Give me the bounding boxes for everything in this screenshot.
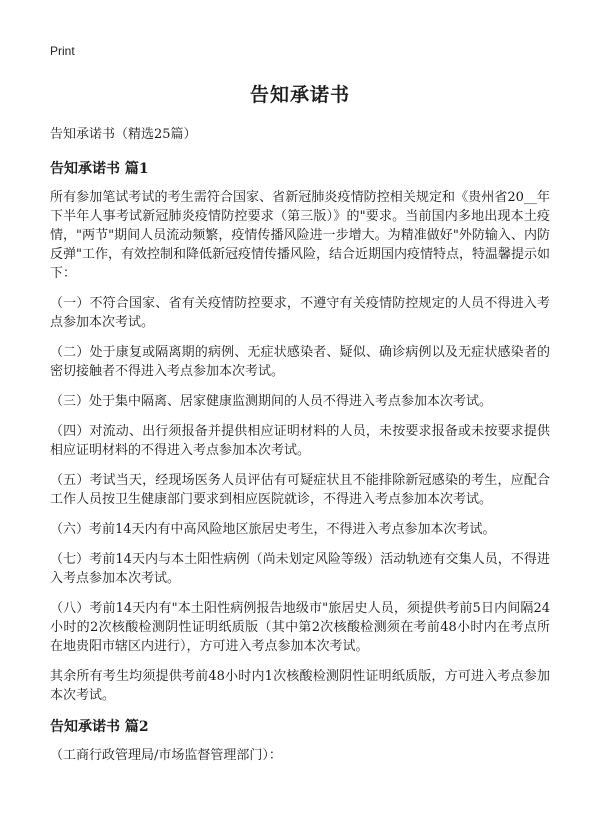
paragraph-item-7: （七）考前14天内与本土阳性病例（尚未划定风险等级）活动轨迹有交集人员，不得进入考点参加本次考试。 (50, 552, 550, 586)
section-2 (50, 716, 550, 765)
paragraph-item-2: （二）处于康复或隔离期的病例、无症状感染者、疑似、确诊病例以及无症状感染者的密切接触者不得进入考点参加本次考试。 (50, 345, 550, 379)
document-subtitle: 告知承诺书（精选25篇） (50, 127, 197, 142)
paragraph-item-5: （五）考试当天，经现场医务人员评估有可疑症状且不能排除新冠感染的考生，应配合工作人员按卫生健康部门要求到相应医院就诊，不得进入考点参加本次考试。 (50, 473, 550, 507)
paragraph-item-3: （三）处于集中隔离、居家健康监测期间的人员不得进入考点参加本次考试。 (50, 394, 493, 409)
paragraph-item-6: （六）考前14天内有中高风险地区旅居史考生，不得进入考点参加本次考试。 (50, 522, 496, 537)
paragraph-item-8: （八）考前14天内有"本土阳性病例报告地级市"旅居史人员，须提供考前5日内间隔24小时的2次核酸检测阴性证明纸质版（其中第2次核酸检测须在考前48小时内在考点所在地贵阳市辖区内进行），方可进入考点参加本次考试。 (50, 601, 550, 654)
paragraph-item-1: （一）不符合国家、省有关疫情防控要求，不遵守有关疫情防控规定的人员不得进入考点参加本次考试。 (50, 296, 550, 330)
paragraph-intro: 所有参加笔试考试的考生需符合国家、省新冠肺炎疫情防控相关规定和《贵州省20__年下半年人事考试新冠肺炎疫情防控要求（第三版）》的"要求。当前国内多地出现本土疫情，"两节"期间人员流动频繁，疫情传播风险进一步增大。为精准做好"外防输入、内防反弹"工作，有效控制和降低新冠疫情传播风险，结合近期国内疫情特点，特温馨提示如下： (50, 190, 550, 281)
paragraph-item-4: （四）对流动、出行须报备并提供相应证明材料的人员，未按要求报备或未按要求提供相应证明材料的不得进入考点参加本次考试。 (50, 424, 550, 458)
section-1 (50, 158, 550, 705)
paragraph-addressee: （工商行政管理局/市场监督管理部门）： (50, 748, 282, 763)
section-heading: 告知承诺书 篇1 (50, 161, 149, 177)
section-heading: 告知承诺书 篇2 (50, 719, 149, 735)
page-title: 告知承诺书 (249, 84, 350, 106)
print-link[interactable]: Print (50, 44, 75, 58)
paragraph-closing: 其余所有考生均须提供考前48小时内1次核酸检测阴性证明纸质版，方可进入考点参加本次考试。 (50, 669, 550, 703)
